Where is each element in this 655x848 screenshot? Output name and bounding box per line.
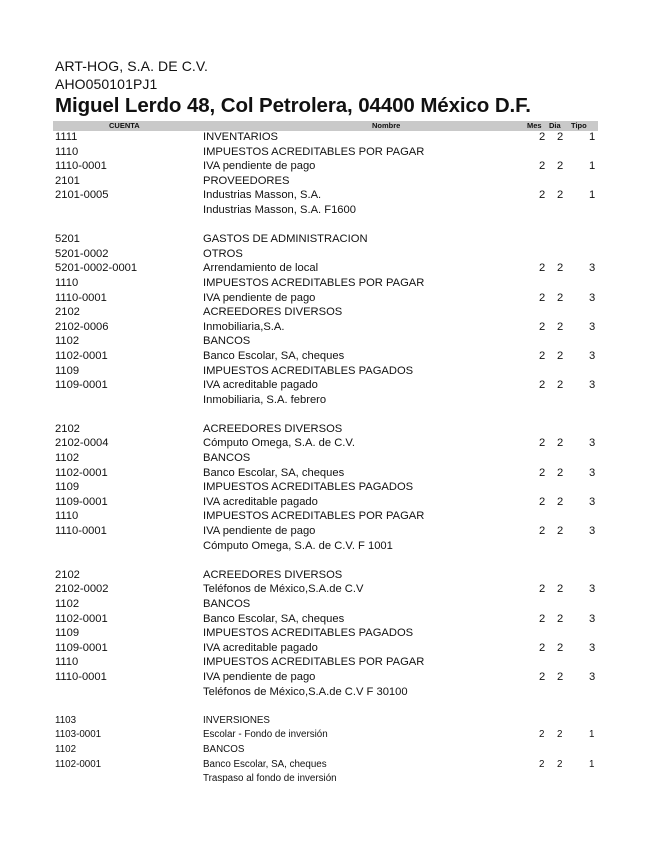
cell-tipo: 3 bbox=[589, 612, 596, 625]
cell-nombre: Inmobiliaria, S.A. febrero bbox=[203, 393, 327, 406]
cell-mes: 2 bbox=[539, 466, 546, 479]
cell-nombre: BANCOS bbox=[203, 598, 251, 610]
cell-nombre: INVERSIONES bbox=[203, 714, 270, 726]
table-row bbox=[0, 174, 655, 189]
cell-nombre: IMPUESTOS ACREDITABLES POR PAGAR bbox=[203, 656, 425, 669]
cell-tipo: 3 bbox=[589, 379, 596, 392]
cell-mes: 2 bbox=[539, 641, 546, 654]
cell-tipo: 3 bbox=[589, 437, 596, 450]
cell-nombre: IMPUESTOS ACREDITABLES POR PAGAR bbox=[203, 276, 425, 289]
column-header-dia: Dia bbox=[549, 121, 561, 130]
cell-cuenta: 2102 bbox=[55, 422, 80, 435]
cell-cuenta: 2102-0006 bbox=[55, 320, 109, 333]
cell-nombre: Industrias Masson, S.A. F1600 bbox=[203, 203, 356, 216]
cell-cuenta: 1109-0001 bbox=[55, 379, 108, 392]
cell-dia: 2 bbox=[557, 758, 563, 770]
cell-nombre: ACREEDORES DIVERSOS bbox=[203, 568, 343, 581]
table-row bbox=[0, 568, 655, 583]
column-header-cuenta: CUENTA bbox=[109, 121, 140, 130]
cell-cuenta: 1103 bbox=[55, 714, 77, 726]
table-row bbox=[0, 145, 655, 160]
cell-mes: 2 bbox=[539, 729, 545, 741]
cell-mes: 2 bbox=[539, 612, 546, 625]
table-row bbox=[0, 393, 655, 408]
column-header-mes: Mes bbox=[527, 121, 542, 130]
cell-cuenta: 1110 bbox=[55, 656, 79, 669]
cell-tipo: 3 bbox=[589, 670, 596, 683]
table-row bbox=[0, 655, 655, 670]
cell-cuenta: 2102-0002 bbox=[55, 583, 109, 596]
table-row bbox=[0, 597, 655, 612]
cell-cuenta: 1110 bbox=[55, 510, 79, 523]
cell-tipo: 3 bbox=[589, 495, 596, 508]
table-row bbox=[0, 466, 655, 481]
cell-dia: 2 bbox=[557, 291, 564, 304]
table-row bbox=[0, 291, 655, 306]
table-row bbox=[0, 670, 655, 685]
table-row bbox=[0, 743, 655, 758]
cell-nombre: Teléfonos de México,S.A.de C.V F 30100 bbox=[203, 685, 408, 698]
table-row bbox=[0, 539, 655, 554]
cell-nombre: IVA pendiente de pago bbox=[203, 160, 316, 173]
table-row bbox=[0, 524, 655, 539]
cell-nombre: BANCOS bbox=[203, 452, 251, 465]
table-row bbox=[0, 130, 655, 145]
cell-nombre: Traspaso al fondo de inversión bbox=[203, 773, 337, 785]
table-row bbox=[0, 203, 655, 218]
cell-mes: 2 bbox=[539, 160, 546, 173]
cell-cuenta: 1109 bbox=[55, 364, 80, 377]
cell-mes: 2 bbox=[539, 758, 545, 770]
table-row bbox=[0, 261, 655, 276]
cell-nombre: IVA acreditable pagado bbox=[203, 641, 318, 654]
cell-dia: 2 bbox=[557, 612, 564, 625]
table-row bbox=[0, 509, 655, 524]
cell-tipo: 3 bbox=[589, 641, 596, 654]
cell-mes: 2 bbox=[539, 349, 546, 362]
cell-cuenta: 1110-0001 bbox=[55, 525, 107, 538]
cell-nombre: IVA pendiente de pago bbox=[203, 291, 316, 304]
cell-dia: 2 bbox=[557, 641, 564, 654]
cell-tipo: 3 bbox=[589, 320, 596, 333]
table-row bbox=[0, 495, 655, 510]
cell-nombre: Cómputo Omega, S.A. de C.V. bbox=[203, 437, 355, 450]
table-row bbox=[0, 728, 655, 743]
cell-cuenta: 1102 bbox=[55, 598, 80, 610]
cell-nombre: ACREEDORES DIVERSOS bbox=[203, 422, 343, 435]
table-row bbox=[0, 349, 655, 364]
table-row bbox=[0, 685, 655, 700]
cell-mes: 2 bbox=[539, 670, 546, 683]
cell-tipo: 3 bbox=[589, 262, 596, 275]
table-row bbox=[0, 422, 655, 437]
cell-cuenta: 2102 bbox=[55, 568, 80, 581]
cell-tipo: 3 bbox=[589, 583, 596, 596]
table-row bbox=[0, 553, 655, 568]
table-row bbox=[0, 188, 655, 203]
cell-nombre: IVA pendiente de pago bbox=[203, 670, 316, 683]
table-row bbox=[0, 582, 655, 597]
cell-nombre: Teléfonos de México,S.A.de C.V bbox=[203, 583, 364, 596]
cell-dia: 2 bbox=[557, 466, 564, 479]
table-row bbox=[0, 305, 655, 320]
cell-nombre: IVA acreditable pagado bbox=[203, 379, 318, 392]
column-header-nombre: Nombre bbox=[372, 121, 401, 130]
journal-entries bbox=[0, 130, 655, 787]
cell-tipo: 3 bbox=[589, 525, 596, 538]
company-rfc: AHO050101PJ1 bbox=[55, 76, 158, 92]
cell-tipo: 3 bbox=[589, 349, 596, 362]
cell-mes: 2 bbox=[539, 189, 546, 202]
table-row bbox=[0, 699, 655, 714]
cell-nombre: Cómputo Omega, S.A. de C.V. F 1001 bbox=[203, 539, 393, 552]
cell-nombre: BANCOS bbox=[203, 743, 245, 755]
cell-cuenta: 1111 bbox=[55, 131, 78, 143]
company-name: ART-HOG, S.A. DE C.V. bbox=[55, 58, 209, 74]
cell-mes: 2 bbox=[539, 495, 546, 508]
cell-cuenta: 1110-0001 bbox=[55, 291, 107, 304]
cell-cuenta: 1110-0001 bbox=[55, 670, 107, 683]
table-row bbox=[0, 641, 655, 656]
table-row bbox=[0, 626, 655, 641]
cell-cuenta: 1109 bbox=[55, 481, 80, 494]
table-row bbox=[0, 772, 655, 787]
cell-dia: 2 bbox=[557, 495, 564, 508]
cell-cuenta: 1110 bbox=[55, 276, 79, 289]
cell-nombre: OTROS bbox=[203, 247, 243, 260]
column-header-tipo: Tipo bbox=[571, 121, 587, 130]
cell-dia: 2 bbox=[557, 160, 564, 173]
cell-cuenta: 1103-0001 bbox=[55, 729, 102, 741]
cell-tipo: 1 bbox=[589, 131, 596, 143]
cell-nombre: ACREEDORES DIVERSOS bbox=[203, 306, 343, 319]
table-row bbox=[0, 378, 655, 393]
table-row bbox=[0, 451, 655, 466]
cell-cuenta: 1102-0001 bbox=[55, 612, 108, 625]
table-row bbox=[0, 247, 655, 262]
cell-nombre: Industrias Masson, S.A. bbox=[203, 189, 322, 202]
cell-nombre: IMPUESTOS ACREDITABLES PAGADOS bbox=[203, 627, 414, 640]
cell-dia: 2 bbox=[557, 670, 564, 683]
cell-nombre: PROVEEDORES bbox=[203, 174, 290, 187]
cell-cuenta: 1109-0001 bbox=[55, 495, 108, 508]
cell-cuenta: 2101-0005 bbox=[55, 189, 109, 202]
table-row bbox=[0, 320, 655, 335]
cell-dia: 2 bbox=[557, 525, 564, 538]
cell-cuenta: 1102-0001 bbox=[55, 349, 108, 362]
table-row bbox=[0, 436, 655, 451]
cell-cuenta: 1102-0001 bbox=[55, 758, 102, 770]
cell-tipo: 1 bbox=[589, 729, 595, 741]
table-row bbox=[0, 758, 655, 773]
cell-nombre: Banco Escolar, SA, cheques bbox=[203, 466, 345, 479]
cell-mes: 2 bbox=[539, 262, 546, 275]
cell-cuenta: 1110-0001 bbox=[55, 160, 107, 173]
cell-dia: 2 bbox=[557, 262, 564, 275]
cell-nombre: IMPUESTOS ACREDITABLES POR PAGAR bbox=[203, 145, 425, 158]
cell-dia: 2 bbox=[557, 189, 564, 202]
cell-cuenta: 1110 bbox=[55, 145, 79, 158]
cell-cuenta: 1102 bbox=[55, 335, 80, 348]
cell-nombre: IVA pendiente de pago bbox=[203, 525, 316, 538]
cell-cuenta: 1109 bbox=[55, 627, 80, 640]
cell-cuenta: 5201-0002 bbox=[55, 247, 109, 260]
cell-tipo: 1 bbox=[589, 189, 596, 202]
cell-cuenta: 1102-0001 bbox=[55, 466, 108, 479]
table-row bbox=[0, 612, 655, 627]
cell-cuenta: 1102 bbox=[55, 452, 80, 465]
cell-nombre: GASTOS DE ADMINISTRACION bbox=[203, 233, 368, 246]
cell-cuenta: 5201-0002-0001 bbox=[55, 262, 138, 275]
table-row bbox=[0, 480, 655, 495]
cell-nombre: Banco Escolar, SA, cheques bbox=[203, 612, 345, 625]
cell-dia: 2 bbox=[557, 583, 564, 596]
cell-nombre: BANCOS bbox=[203, 335, 251, 348]
company-address: Miguel Lerdo 48, Col Petrolera, 04400 México D.F. bbox=[55, 94, 531, 117]
cell-nombre: Banco Escolar, SA, cheques bbox=[203, 758, 327, 770]
cell-tipo: 1 bbox=[589, 160, 596, 173]
cell-tipo: 1 bbox=[589, 758, 595, 770]
cell-cuenta: 2102 bbox=[55, 306, 80, 319]
cell-tipo: 3 bbox=[589, 466, 596, 479]
table-row bbox=[0, 334, 655, 349]
cell-nombre: Banco Escolar, SA, cheques bbox=[203, 349, 345, 362]
cell-dia: 2 bbox=[557, 437, 564, 450]
cell-cuenta: 2102-0004 bbox=[55, 437, 109, 450]
cell-mes: 2 bbox=[539, 437, 546, 450]
cell-mes: 2 bbox=[539, 131, 546, 143]
table-row bbox=[0, 714, 655, 729]
cell-cuenta: 1109-0001 bbox=[55, 641, 108, 654]
table-row bbox=[0, 364, 655, 379]
cell-nombre: IMPUESTOS ACREDITABLES PAGADOS bbox=[203, 481, 414, 494]
table-row bbox=[0, 232, 655, 247]
table-row bbox=[0, 276, 655, 291]
cell-mes: 2 bbox=[539, 320, 546, 333]
cell-nombre: Inmobiliaria,S.A. bbox=[203, 320, 285, 333]
cell-nombre: Escolar - Fondo de inversión bbox=[203, 729, 328, 741]
cell-dia: 2 bbox=[557, 131, 564, 143]
cell-mes: 2 bbox=[539, 583, 546, 596]
cell-dia: 2 bbox=[557, 349, 564, 362]
cell-mes: 2 bbox=[539, 525, 546, 538]
cell-nombre: IMPUESTOS ACREDITABLES PAGADOS bbox=[203, 364, 414, 377]
cell-nombre: INVENTARIOS bbox=[203, 131, 279, 143]
cell-dia: 2 bbox=[557, 729, 563, 741]
cell-cuenta: 2101 bbox=[55, 174, 80, 187]
cell-mes: 2 bbox=[539, 291, 546, 304]
cell-nombre: Arrendamiento de local bbox=[203, 262, 319, 275]
table-row bbox=[0, 218, 655, 233]
cell-dia: 2 bbox=[557, 379, 564, 392]
cell-nombre: IMPUESTOS ACREDITABLES POR PAGAR bbox=[203, 510, 425, 523]
cell-dia: 2 bbox=[557, 320, 564, 333]
table-row bbox=[0, 159, 655, 174]
cell-mes: 2 bbox=[539, 379, 546, 392]
cell-nombre: IVA acreditable pagado bbox=[203, 495, 318, 508]
table-row bbox=[0, 407, 655, 422]
cell-cuenta: 5201 bbox=[55, 233, 80, 246]
cell-tipo: 3 bbox=[589, 291, 596, 304]
cell-cuenta: 1102 bbox=[55, 743, 77, 755]
